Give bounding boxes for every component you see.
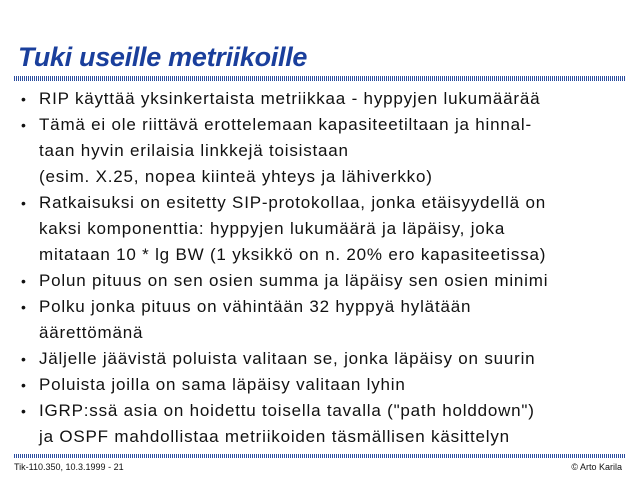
slide-title: Tuki useille metriikoille — [18, 42, 308, 72]
footer-copyright: © Arto Karila — [571, 462, 622, 472]
bullet-text: Jäljelle jäävistä poluista valitaan se, jonka läpäisy on suurin — [39, 349, 536, 368]
bullet-text: ja OSPF mahdollistaa metriikoiden täsmällisen käsittelyn — [39, 427, 510, 446]
bullet-item — [20, 398, 628, 450]
bullet-item — [20, 294, 628, 346]
footer-divider — [14, 454, 626, 458]
bullet-text: Ratkaisuksi on esitetty SIP-protokollaa, jonka etäisyydellä on — [39, 193, 546, 212]
bullet-icon: • — [21, 403, 27, 419]
bullet-text: RIP käyttää yksinkertaista metriikkaa - hyppyjen lukumäärää — [39, 89, 541, 108]
bullet-text: äärettömänä — [39, 323, 144, 342]
bullet-text: Polku jonka pituus on vähintään 32 hyppyä hylätään — [39, 297, 472, 316]
bullet-text: mitataan 10 * lg BW (1 yksikkö on n. 20% ero kapasiteetissa) — [39, 245, 547, 264]
bullet-item — [20, 372, 628, 398]
bullet-text: Poluista joilla on sama läpäisy valitaan lyhin — [39, 375, 406, 394]
title-divider — [14, 76, 626, 81]
bullet-icon: • — [21, 195, 27, 211]
bullet-item — [20, 190, 628, 268]
bullet-item — [20, 112, 628, 190]
bullet-text: IGRP:ssä asia on hoidettu toisella tavalla ("path holddown") — [39, 401, 535, 420]
bullet-text: Tämä ei ole riittävä erottelemaan kapasiteetiltaan ja hinnal- — [39, 115, 532, 134]
bullet-icon: • — [21, 299, 27, 315]
bullet-icon: • — [21, 273, 27, 289]
bullet-list — [20, 86, 628, 450]
bullet-icon: • — [21, 117, 27, 133]
footer-course-info: Tik-110.350, 10.3.1999 - 21 — [14, 462, 124, 472]
bullet-item — [20, 268, 628, 294]
bullet-text: taan hyvin erilaisia linkkejä toisistaan — [39, 141, 349, 160]
bullet-icon: • — [21, 351, 27, 367]
bullet-text: (esim. X.25, nopea kiinteä yhteys ja lähiverkko) — [39, 167, 433, 186]
bullet-text: Polun pituus on sen osien summa ja läpäisy sen osien minimi — [39, 271, 549, 290]
bullet-text: kaksi komponenttia: hyppyjen lukumäärä ja läpäisy, joka — [39, 219, 506, 238]
bullet-icon: • — [21, 91, 27, 107]
bullet-item — [20, 86, 628, 112]
bullet-icon: • — [21, 377, 27, 393]
bullet-item — [20, 346, 628, 372]
